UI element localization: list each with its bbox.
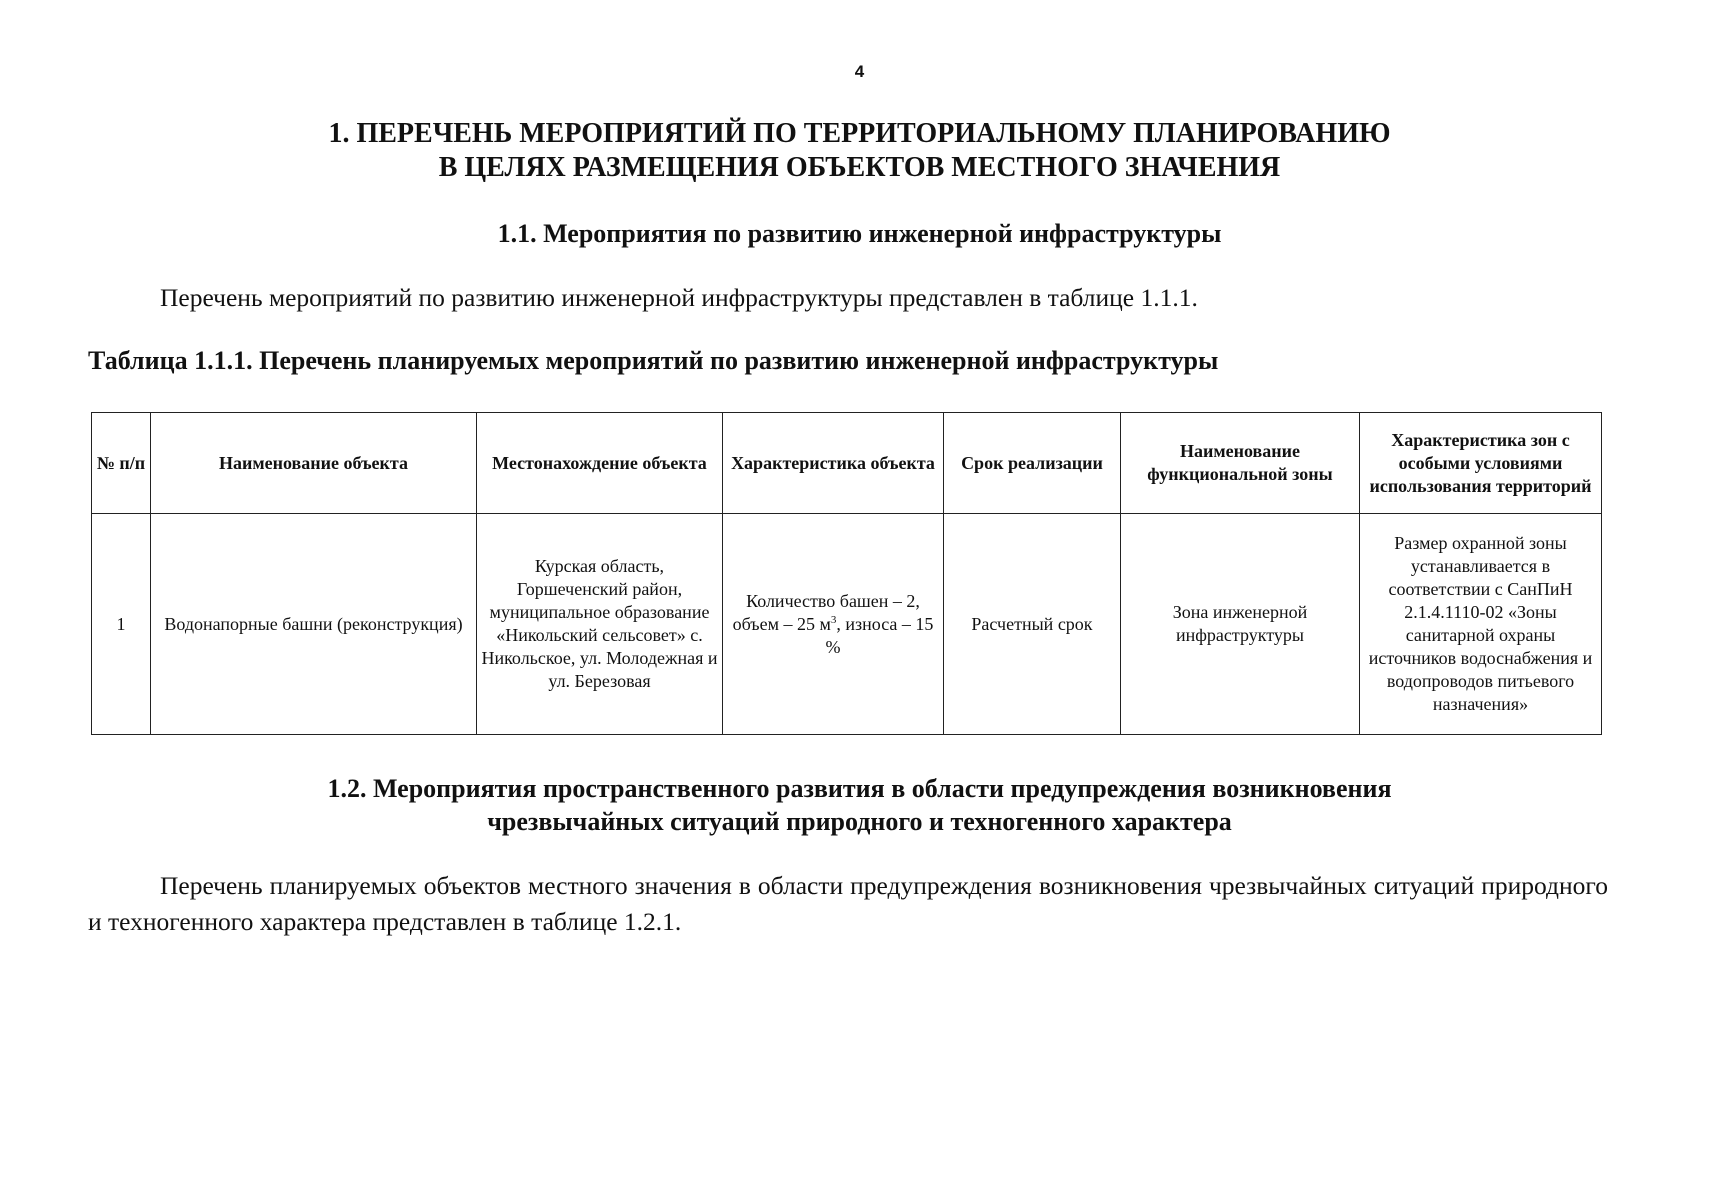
section-title bbox=[0, 117, 1719, 185]
table-caption: Таблица 1.1.1. Перечень планируемых мероприятий по развитию инженерной инфраструктуры bbox=[88, 346, 1219, 375]
header-object-name: Наименование объекта bbox=[151, 413, 477, 514]
header-number: № п/п bbox=[92, 413, 151, 514]
cell-special-zones: Размер охранной зоны устанавливается в соответствии с СанПиН 2.1.4.1110-02 «Зоны санитарной охраны источников водоснабжения и водопроводов питьевого назначения» bbox=[1360, 514, 1602, 735]
cell-number: 1 bbox=[92, 514, 151, 735]
section-title-line-1: 1. ПЕРЕЧЕНЬ МЕРОПРИЯТИЙ ПО ТЕРРИТОРИАЛЬНОМУ ПЛАНИРОВАНИЮ bbox=[328, 118, 1391, 149]
cell-characteristic bbox=[723, 514, 944, 735]
subsection-2-title-line-2: чрезвычайных ситуаций природного и техногенного характера bbox=[487, 807, 1232, 836]
subsection-2-title-line-1: 1.2. Мероприятия пространственного развития в области предупреждения возникновения bbox=[327, 774, 1392, 803]
cell-object-name: Водонапорные башни (реконструкция) bbox=[151, 514, 477, 735]
header-characteristic: Характеристика объекта bbox=[723, 413, 944, 514]
characteristic-text-before: Количество башен – 2, объем – 25 м bbox=[732, 590, 920, 634]
subsection-2-title bbox=[0, 772, 1719, 838]
subsection-2-paragraph: Перечень планируемых объектов местного значения в области предупреждения возникновения чрезвычайных ситуаций природного и техногенного характера представлен в таблице 1.2.1. bbox=[88, 871, 1608, 936]
header-location: Местонахождение объекта bbox=[477, 413, 723, 514]
subsection-1-paragraph: Перечень мероприятий по развитию инженерной инфраструктуры представлен в таблице 1.1.1. bbox=[160, 283, 1198, 312]
characteristic-text-after: , износа – 15 % bbox=[825, 613, 934, 657]
cell-functional-zone: Зона инженерной инфраструктуры bbox=[1121, 514, 1360, 735]
table-header-row bbox=[92, 413, 1602, 514]
cell-term: Расчетный срок bbox=[944, 514, 1121, 735]
subsection-1-title: 1.1. Мероприятия по развитию инженерной инфраструктуры bbox=[497, 219, 1222, 248]
cell-location: Курская область, Горшеченский район, муниципальное образование «Никольский сельсовет» с. Никольское, ул. Молодежная и ул. Березовая bbox=[477, 514, 723, 735]
header-special-zones: Характеристика зон с особыми условиями использования территорий bbox=[1360, 413, 1602, 514]
events-table bbox=[91, 412, 1602, 735]
table-row bbox=[92, 514, 1602, 735]
header-functional-zone: Наименование функциональной зоны bbox=[1121, 413, 1360, 514]
section-title-line-2: В ЦЕЛЯХ РАЗМЕЩЕНИЯ ОБЪЕКТОВ МЕСТНОГО ЗНАЧЕНИЯ bbox=[438, 152, 1281, 183]
characteristic-superscript: 3 bbox=[830, 613, 837, 626]
header-term: Срок реализации bbox=[944, 413, 1121, 514]
page-number: 4 bbox=[854, 62, 865, 81]
